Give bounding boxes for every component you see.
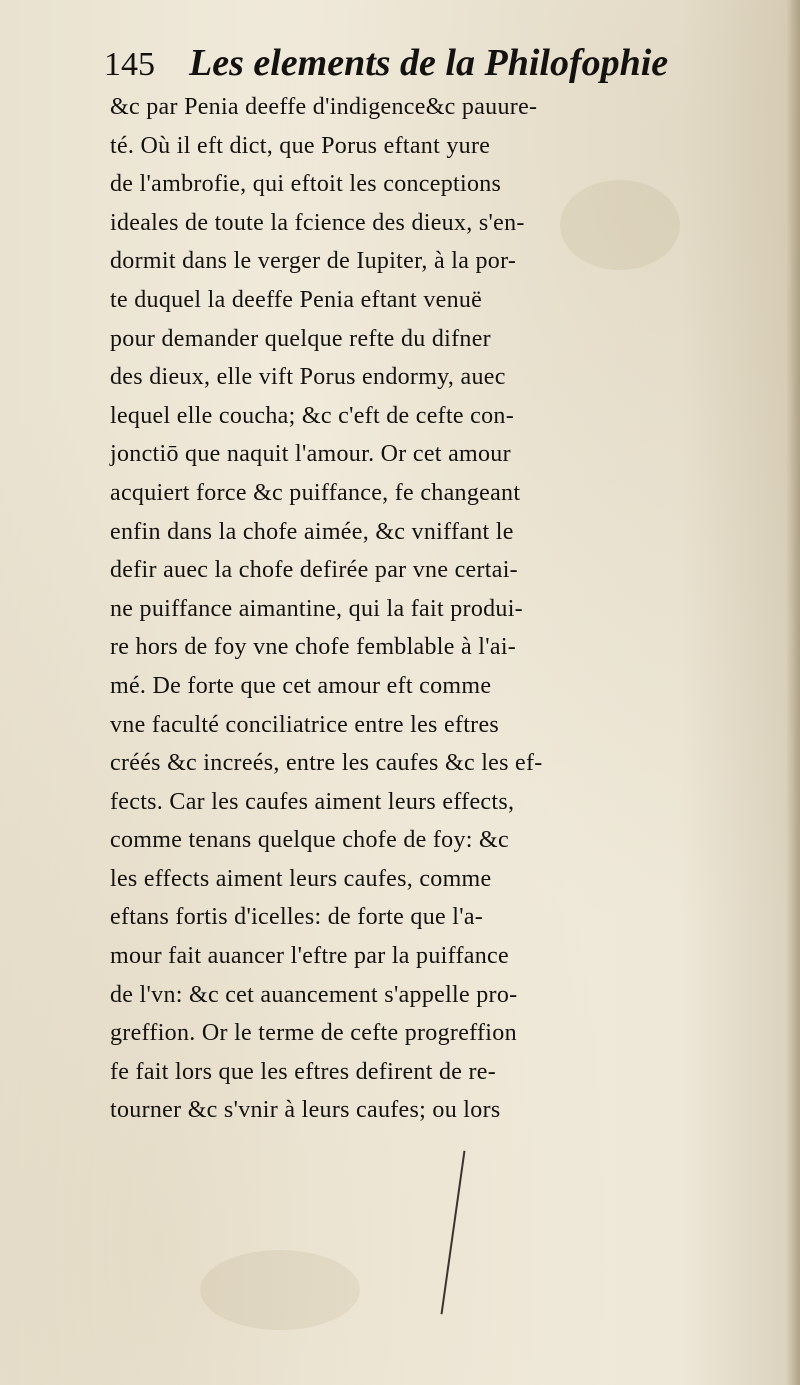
- text-line: greffion. Or le terme de cefte progreffion: [110, 1020, 517, 1047]
- text-line: re hors de foy vne chofe femblable à l'ai-: [110, 634, 517, 661]
- text-line: acquiert force &c puiffance, fe changeant: [110, 479, 521, 506]
- text-line: des dieux, elle vift Porus endormy, auec: [110, 364, 506, 391]
- ink-stroke: [441, 1151, 466, 1315]
- running-title: Les elements de la Philofophie: [189, 42, 669, 84]
- page-number: 145: [104, 46, 155, 83]
- text-line: ideales de toute la fcience des dieux, s'en-: [110, 209, 525, 236]
- paper-stain: [200, 1250, 360, 1330]
- text-line: de l'vn: &c cet auancement s'appelle pro-: [110, 981, 518, 1008]
- text-line: les effects aiment leurs caufes, comme: [110, 865, 492, 892]
- text-line: defir auec la chofe defirée par vne certai-: [110, 557, 518, 584]
- text-line: &c par Penia deeffe d'indigence&c pauure-: [110, 94, 538, 120]
- text-line: mour fait auancer l'eftre par la puiffance: [110, 943, 509, 970]
- text-line: enfin dans la chofe aimée, &c vniffant le: [110, 518, 514, 545]
- text-line: dormit dans le verger de Iupiter, à la por-: [110, 248, 517, 275]
- text-line: eftans fortis d'icelles: de forte que l'a-: [110, 904, 484, 931]
- body-text: [110, 88, 790, 1130]
- text-line: comme tenans quelque chofe de foy: &c: [110, 827, 509, 854]
- text-line: fects. Car les caufes aiment leurs effects,: [110, 788, 515, 815]
- text-line: te duquel la deeffe Penia eftant venuë: [110, 286, 483, 313]
- text-line: vne faculté conciliatrice entre les eftres: [110, 711, 500, 738]
- text-line: de l'ambrofie, qui eftoit les conceptions: [110, 171, 502, 198]
- text-line: lequel elle coucha; &c c'eft de cefte con-: [110, 402, 515, 429]
- text-line: pour demander quelque refte du difner: [110, 325, 491, 352]
- text-line: té. Où il eft dict, que Porus eftant yure: [110, 132, 491, 159]
- text-line: fe fait lors que les eftres defirent de re-: [110, 1058, 497, 1085]
- text-line: créés &c increés, entre les caufes &c les ef-: [110, 750, 543, 777]
- text-line: ne puiffance aimantine, qui la fait produi-: [110, 595, 523, 622]
- text-line: mé. De forte que cet amour eft comme: [110, 672, 492, 699]
- text-line: tourner &c s'vnir à leurs caufes; ou lors: [110, 1097, 501, 1124]
- running-header: [104, 38, 724, 88]
- text-line: jonctiō que naquit l'amour. Or cet amour: [110, 441, 511, 468]
